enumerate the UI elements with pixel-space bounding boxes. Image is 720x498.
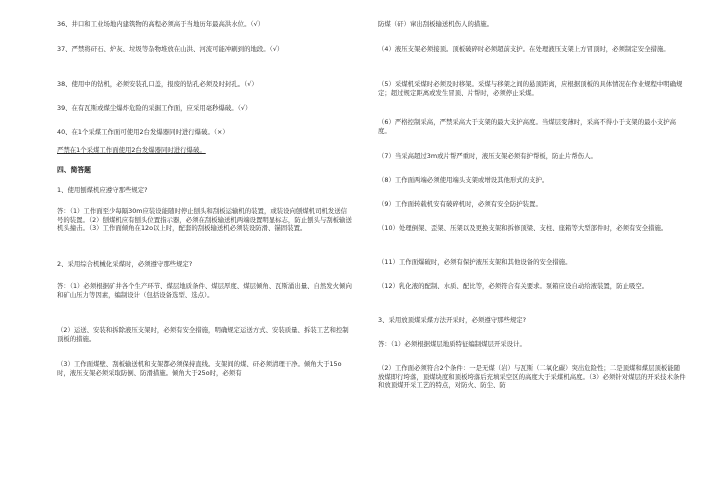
text-paragraph: （4）液压支架必须接顶。顶板破碎时必须超前支护。在处理液压支架上方冒顶时，必须制定安全措施。 <box>378 45 670 53</box>
text-paragraph: （9）工作面转载机安有破碎机时，必须有安全防护装置。 <box>378 200 542 208</box>
text-paragraph: （7）当采高超过3m或片帮严重时，液压支架必须有护帮板，防止片帮伤人。 <box>378 152 597 160</box>
text-paragraph: 答：（1）必须根据矿井各个生产环节、煤层地质条件、煤层厚度、煤层倾角、瓦斯涌出量、自然发火倾向和矿山压力等因素，编制设计（包括设备选型、选点）。 <box>57 282 352 299</box>
text-paragraph: （3）工作面煤壁、刮板输送机和支架都必须保持直线。支架间的煤、矸必须清理干净。倾角大于15o时，液压支架必须采取防倒、防滑措施。倾角大于25o时，必须有 <box>57 360 342 377</box>
text-paragraph: 39、在有瓦斯或煤尘爆炸危险的采掘工作面，应采用毫秒爆破。（√） <box>57 104 252 112</box>
text-paragraph: （5）采煤机采煤时必须及时移架。采煤与移架之间的悬顶距离，应根据顶板的具体情况在作业规程中明确规定；超过规定距离或发生冒顶、片帮时，必须停止采煤。 <box>378 80 683 97</box>
text-paragraph: （2）运送、安装和拆除液压支架时，必须有安全措施，明确规定运送方式、安装质量、拆装工艺和控制顶板的措施。 <box>57 326 349 343</box>
text-paragraph: （2）工作面必须符合2个条件：一是无煤（岩）与瓦斯（二氧化碳）突出危险性；二是顶煤和煤层顶板能随放煤即行垮落，顶煤块度和顶板垮落后充填采空区的高度大于采煤机高度。（3）必须针对煤层的开采技术条件和放顶煤开采工艺的特点，对防火、防尘、防 <box>378 364 686 390</box>
text-paragraph: 3、采用放顶煤采煤方法开采时，必须遵守那些规定? <box>378 316 527 324</box>
text-paragraph: 严禁在1个采煤工作面使用2台发爆器同时进行爆破。 <box>57 146 206 154</box>
text-paragraph: 36、井口和工业场地内建筑物的高程必须高于当地历年最高洪水位。（√） <box>57 20 265 28</box>
text-paragraph: 答：（1）工作面至少每隔30m应装设能随时停止刨头和刮板运输机的装置，或装设向刨煤机司机发送信号的装置。（2）刨煤机应有刨头位置指示器，必须在刮板输送机两端设置明显标志，防止刨头与刮板输送机头撞击。（3）工作面倾角在12o以上时，配套的刮板输送机必须装设防滑、锚固装置。 <box>57 207 352 233</box>
text-paragraph: （12）乳化液的配制、水质、配比等，必须符合有关要求。泵箱应设自动给液装置，防止吸空。 <box>378 282 649 290</box>
text-paragraph: 答：（1）必须根据煤层地质特征编制煤层开采设计。 <box>378 340 526 348</box>
text-paragraph: （6）严格控制采高，严禁采高大于支架的最大支护高度。当煤层变薄时，采高不得小于支架的最小支护高度。 <box>378 118 677 135</box>
text-paragraph: 防煤（矸）窜出刮板输送机伤人的措施。 <box>378 20 494 28</box>
text-paragraph: （8）工作面两端必须使用端头支架或增设其他形式的支护。 <box>378 176 549 184</box>
text-paragraph: 40、在1个采煤工作面可使用2台发爆器同时进行爆破。（×） <box>57 128 229 136</box>
text-paragraph: 四、简答题 <box>57 166 91 174</box>
text-paragraph: （11）工作面爆破时，必须有保护液压支架和其他设备的安全措施。 <box>378 258 572 266</box>
text-paragraph: 1、使用刨煤机应遵守那些规定? <box>57 186 148 194</box>
text-paragraph: 2、采用综合机械化采煤时，必须遵守那些规定? <box>57 260 193 268</box>
text-paragraph: 38、使用中的钻机，必须安装孔口盖，报废的钻孔必须及时封孔。（√） <box>57 80 258 88</box>
text-paragraph: （10）处理倒架、歪架、压架以及更换支架和拆修顶梁、支柱、座箱等大型部件时，必须有安全措施。 <box>378 224 668 232</box>
text-paragraph: 37、严禁将矸石、炉灰、垃圾等杂物堆放在山洪、河流可能冲刷到的地段。（√） <box>57 45 284 53</box>
